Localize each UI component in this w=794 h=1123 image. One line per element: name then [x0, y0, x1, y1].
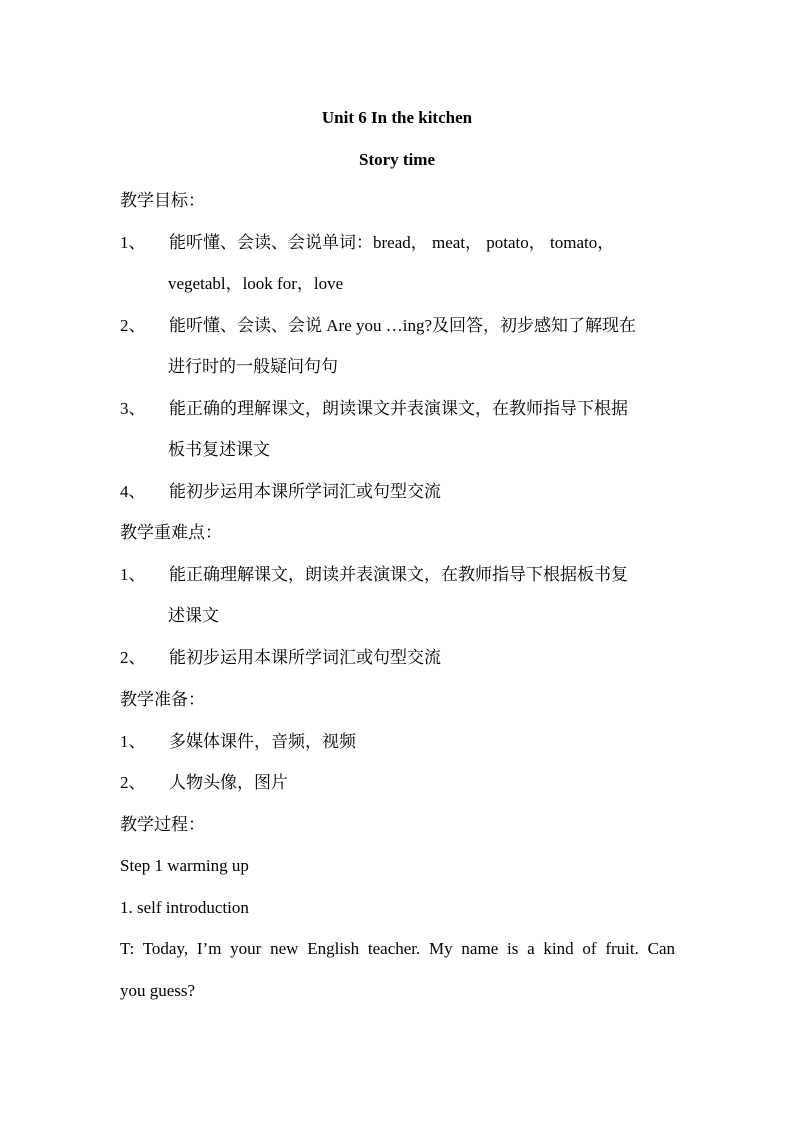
- objective-text-4: 能初步运用本课所学词汇或句型交流: [169, 482, 441, 501]
- key-point-text-2: 能初步运用本课所学词汇或句型交流: [169, 648, 441, 667]
- section-heading-objectives: 教学目标：: [120, 191, 205, 210]
- preparation-text-1: 多媒体课件，音频，视频: [169, 732, 356, 751]
- objective-text-1: 能听懂、会读、会说单词：bread， meat， potato， tomato，: [169, 233, 615, 252]
- section-heading-preparation: 教学准备：: [120, 690, 205, 709]
- objective-number-3: 3、: [120, 399, 146, 418]
- preparation-text-2: 人物头像，图片: [169, 773, 288, 792]
- objective-number-1: 1、: [120, 233, 146, 252]
- step-1-subitem: 1. self introduction: [120, 898, 249, 917]
- section-heading-process: 教学过程：: [120, 815, 205, 834]
- objective-text-3: 能正确的理解课文，朗读课文并表演课文，在教师指导下根据: [169, 399, 628, 418]
- teacher-dialogue-line-1: T: Today, I’m your new English teacher. My name is a kind of fruit. Can: [120, 939, 675, 958]
- preparation-number-2: 2、: [120, 773, 146, 792]
- objective-text-1-continued: vegetabl，look for，love: [168, 274, 344, 293]
- key-point-number-1: 1、: [120, 565, 146, 584]
- key-point-text-1-continued: 述课文: [168, 606, 219, 625]
- key-point-text-1: 能正确理解课文，朗读并表演课文，在教师指导下根据板书复: [169, 565, 628, 584]
- preparation-number-1: 1、: [120, 732, 146, 751]
- objective-text-3-continued: 板书复述课文: [168, 440, 270, 459]
- objective-number-4: 4、: [120, 482, 146, 501]
- document-subtitle: Story time: [358, 150, 435, 169]
- document-title: Unit 6 In the kitchen: [321, 108, 473, 127]
- step-1-heading: Step 1 warming up: [120, 856, 249, 875]
- objective-text-2: 能听懂、会读、会说 Are you …ing?及回答，初步感知了解现在: [169, 316, 637, 335]
- teacher-dialogue-line-2: you guess?: [120, 981, 196, 1000]
- objective-number-2: 2、: [120, 316, 146, 335]
- objective-text-2-continued: 进行时的一般疑问句句: [168, 357, 338, 376]
- section-heading-key-points: 教学重难点：: [120, 523, 222, 542]
- key-point-number-2: 2、: [120, 648, 146, 667]
